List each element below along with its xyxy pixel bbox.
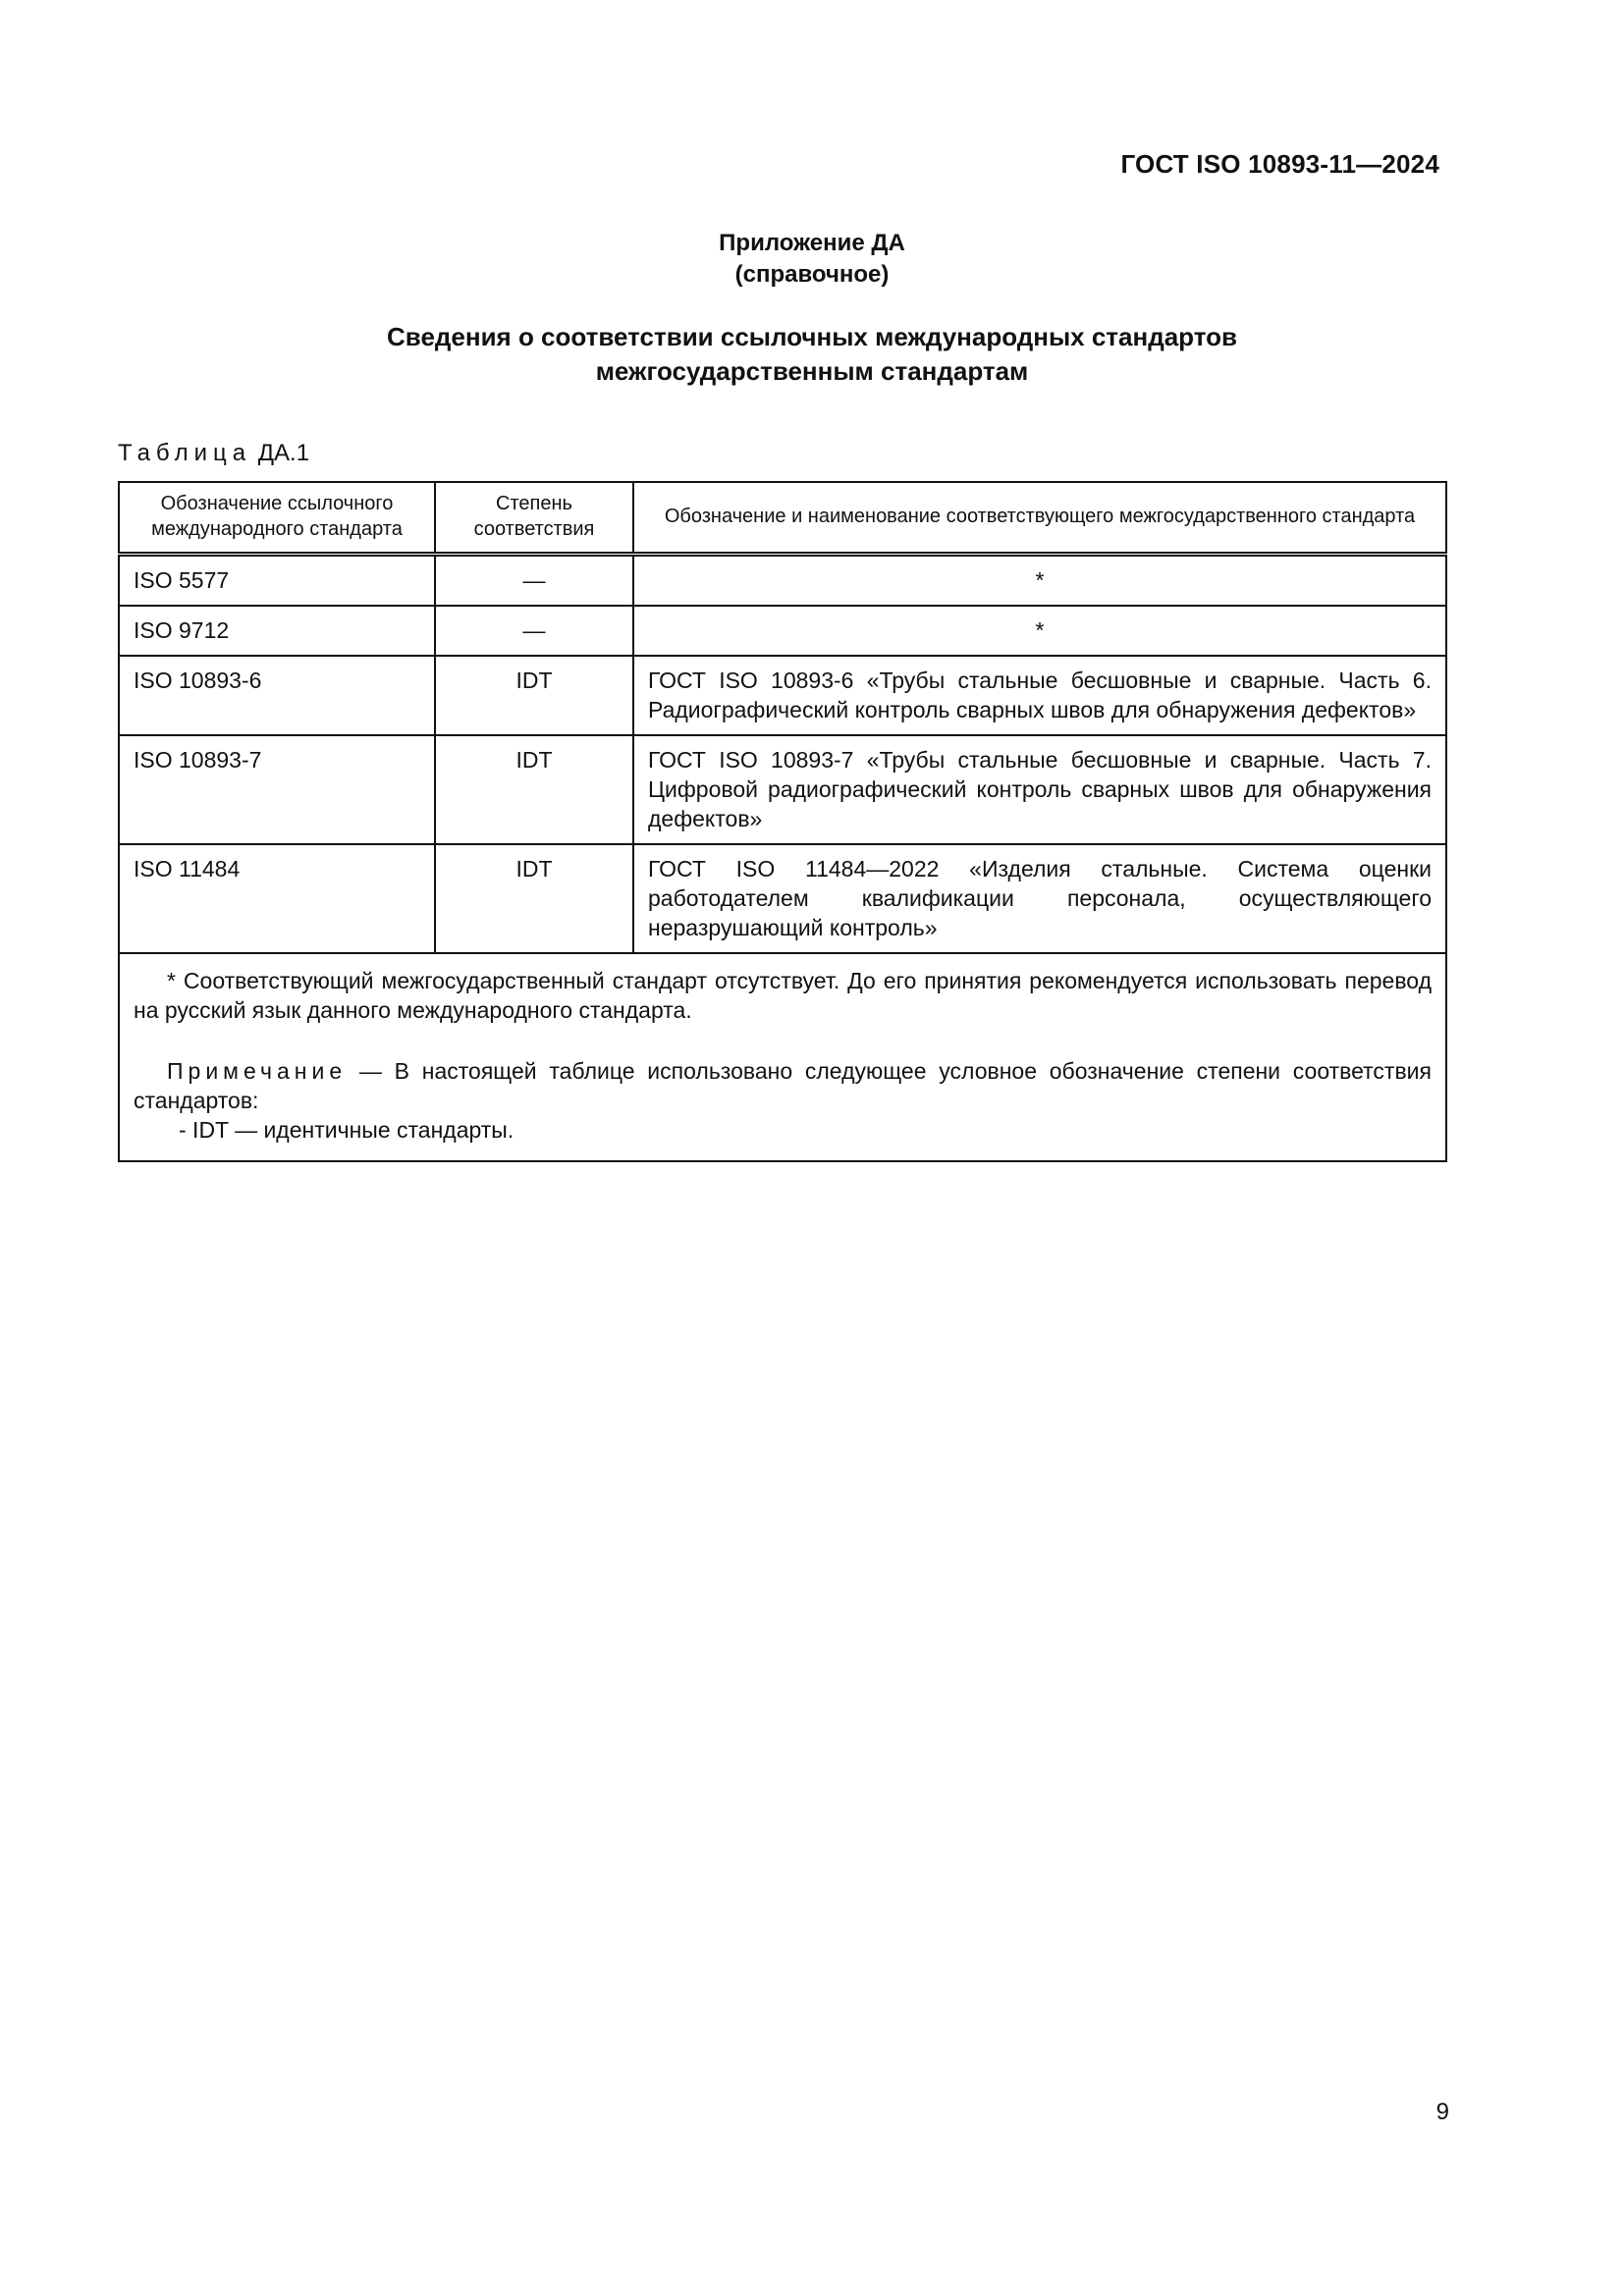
table-row [119, 735, 1446, 844]
note-list-item: - IDT — идентичные стандарты. [179, 1117, 514, 1143]
cell-ref: ISO 10893-7 [119, 735, 435, 844]
table-row [119, 656, 1446, 735]
cell-name: ГОСТ ISO 11484—2022 «Изделия стальные. Система оценки работодателем квалификации персонала, осуществляющего неразрушающий контроль» [633, 844, 1446, 953]
header-degree: Степень соответствия [435, 482, 633, 555]
section-title-line-2: межгосударственным стандартам [595, 356, 1029, 386]
cell-ref: ISO 11484 [119, 844, 435, 953]
table-caption [118, 440, 309, 467]
note-label: Примечание [167, 1058, 348, 1084]
page-number: 9 [1435, 2099, 1449, 2125]
table-row [119, 606, 1446, 656]
cell-degree: IDT [435, 656, 633, 735]
table-row [119, 555, 1446, 607]
section-title [0, 320, 1624, 389]
table-note [134, 1056, 1432, 1115]
cell-degree: IDT [435, 844, 633, 953]
header-interstate-standard: Обозначение и наименование соответствующего межгосударственного стандарта [633, 482, 1446, 555]
correspondence-table [118, 481, 1447, 1162]
table-notes-row [119, 953, 1446, 1161]
cell-degree: — [435, 606, 633, 656]
appendix-title: Приложение ДА [719, 230, 905, 256]
cell-degree: IDT [435, 735, 633, 844]
table-caption-word: Таблица [118, 440, 252, 466]
section-title-line-1: Сведения о соответствии ссылочных международных стандартов [387, 322, 1237, 351]
appendix-heading [0, 228, 1624, 291]
cell-name: ГОСТ ISO 10893-6 «Трубы стальные бесшовные и сварные. Часть 6. Радиографический контроль сварных швов для обнаружения дефектов» [633, 656, 1446, 735]
table-caption-number: ДА.1 [257, 440, 310, 466]
cell-name: * [633, 606, 1446, 656]
appendix-type: (справочное) [734, 261, 890, 288]
note-text: — В настоящей таблице использовано следующее условное обозначение степени соответствия стандартов: [134, 1058, 1432, 1113]
table-footnote: * Соответствующий межгосударственный стандарт отсутствует. До его принятия рекомендуется использовать перевод на русский язык данного международного стандарта. [134, 968, 1432, 1023]
header-ref-standard: Обозначение ссылочного международного стандарта [119, 482, 435, 555]
cell-ref: ISO 9712 [119, 606, 435, 656]
cell-name: * [633, 555, 1446, 607]
cell-ref: ISO 10893-6 [119, 656, 435, 735]
cell-degree: — [435, 555, 633, 607]
table-row [119, 844, 1446, 953]
cell-name: ГОСТ ISO 10893-7 «Трубы стальные бесшовные и сварные. Часть 7. Цифровой радиографический контроль сварных швов для обнаружения дефектов» [633, 735, 1446, 844]
table-header-row [119, 482, 1446, 555]
table-notes [119, 953, 1446, 1161]
cell-ref: ISO 5577 [119, 555, 435, 607]
document-code: ГОСТ ISO 10893-11—2024 [1120, 149, 1439, 179]
